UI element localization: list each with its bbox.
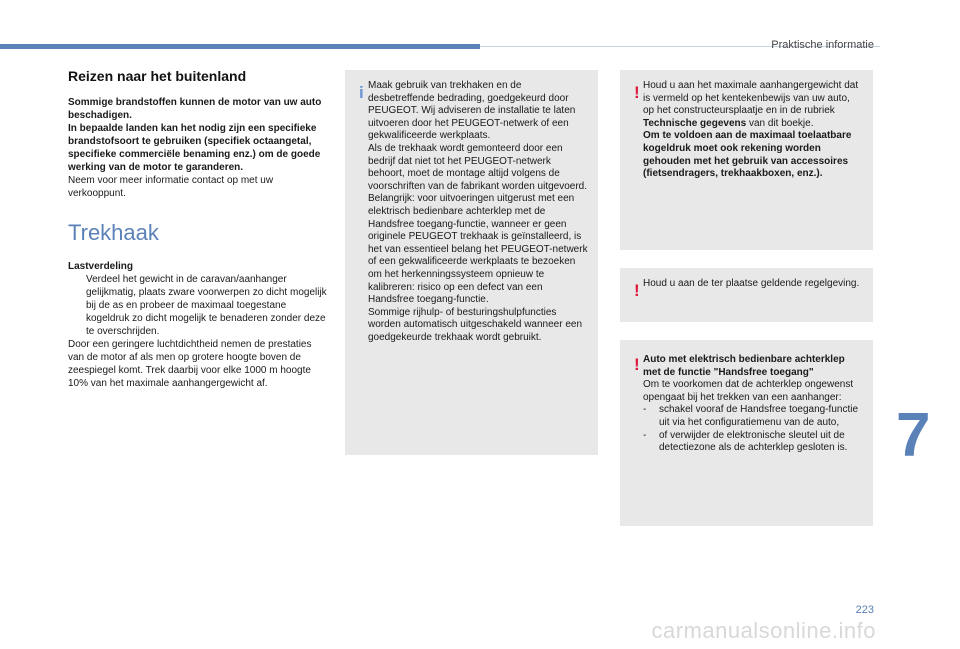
info-paragraph-3: Belangrijk: voor uitvoeringen uitgerust met een elektrisch bedienbare achterklep met de Handsfree toegang-functie, wanneer er geen originele PEUGEOT trekhaak is geïnstalleerd, is het van essentieel belang het PEUGEOT-netwerk of een gekwalificeerde werkplaats te bezoeken om het herkenningssysteem opnieuw te kalibreren: risico op een defect van een Handsfree toegang-functie. bbox=[368, 193, 588, 306]
list-item-text: of verwijder de elektronische sleutel uit de detectiezone als de achterklep gesloten is. bbox=[659, 429, 848, 454]
warning-box-body: Houd u aan de ter plaatse geldende regelgeving. bbox=[643, 278, 860, 289]
info-paragraph-1: Maak gebruik van trekhaken en de desbetreffende bedrading, goedgekeurd door PEUGEOT. Wij adviseren de installatie te laten uitvoeren door het PEUGEOT-netwerk of een gekwalificeerde werkplaats. bbox=[368, 80, 576, 142]
fuel-warning-1: Sommige brandstoffen kunnen de motor van uw auto beschadigen. bbox=[68, 97, 322, 121]
warning-text-part: van dit boekje. bbox=[746, 117, 814, 129]
dash-mark: - bbox=[643, 404, 647, 416]
altitude-info: Door een geringere luchtdichtheid nemen de prestaties van de motor af als men op grotere hoogte boven de zeespiegel komt. Trek daarbij voor elke 1000 m hoogte 10% van het maximale aanhangergewicht af. bbox=[68, 339, 312, 389]
warning-title-part: Auto met elektrisch bedienbare achterklep met de functie " bbox=[643, 354, 845, 378]
info-paragraph-2: Als de trekhaak wordt gemonteerd door een bedrijf dat niet tot het PEUGEOT-netwerk behoort, moet de montage altijd volgens de voorschriften van de fabrikant worden uitgevoerd. bbox=[368, 142, 588, 192]
list-item bbox=[643, 430, 863, 455]
warning-box-local-rules bbox=[620, 268, 873, 322]
warning-box-trailer-weight bbox=[620, 70, 873, 250]
list-item-text: schakel vooraf de Handsfree toegang-functie uit via het configuratiemenu van de auto, bbox=[659, 404, 859, 428]
handsfree-function-name: Handsfree toegang bbox=[718, 366, 809, 378]
info-paragraph-4: Sommige rijhulp- of besturingshulpfuncties worden automatisch uitgeschakeld wanneer een goedgekeurde trekhaak wordt gebruikt. bbox=[368, 306, 583, 343]
list-item bbox=[643, 404, 863, 429]
heading-travel-abroad: Reizen naar het buitenland bbox=[68, 68, 247, 84]
left-column bbox=[68, 68, 330, 390]
warning-box-body bbox=[643, 354, 863, 455]
warning-icon: ! bbox=[634, 83, 640, 102]
technical-data-ref: Technische gegevens bbox=[643, 117, 747, 129]
section-label: Praktische informatie bbox=[771, 39, 874, 51]
fuel-info: Neem voor meer informatie contact op met uw verkooppunt. bbox=[68, 175, 274, 199]
warning-title bbox=[643, 354, 863, 379]
subheading-load-distribution: Lastverdeling bbox=[68, 261, 134, 272]
info-box bbox=[345, 70, 598, 455]
bullet-icon bbox=[68, 273, 86, 338]
chapter-number: 7 bbox=[896, 401, 931, 470]
warning-bold-text: Om te voldoen aan de maximaal toelaatbare kogeldruk moet ook rekening worden gehouden met het gebruik van accessoires (fietsendragers, trekhaakboxen, enz.). bbox=[643, 130, 852, 180]
watermark: carmanualsonline.info bbox=[651, 618, 876, 643]
warning-text: Om te voorkomen dat de achterklep ongewenst opengaat bij het trekken van een aanhanger: bbox=[643, 379, 854, 403]
list-item bbox=[68, 273, 330, 338]
dash-mark: - bbox=[643, 429, 647, 441]
warning-icon: ! bbox=[634, 355, 640, 374]
info-icon: i bbox=[359, 83, 364, 102]
bullet-text: Verdeel het gewicht in de caravan/aanhanger gelijkmatig, plaats zware voorwerpen zo dicht mogelijk bij de as en probeer de maximaal toegestane kogeldruk zo dicht mogelijk te benaderen zonder deze te overschrijden. bbox=[86, 274, 327, 337]
section-title-towbar: Trekhaak bbox=[68, 220, 159, 245]
warning-text-part: Houd u aan het maximale aanhangergewicht dat is vermeld op het kentekenbewijs van uw auto, op het constructeursplaatje en in de rubriek bbox=[643, 80, 859, 117]
warning-icon: ! bbox=[634, 281, 640, 300]
warning-title-part: " bbox=[808, 366, 814, 378]
warning-text bbox=[643, 80, 863, 130]
warning-box-body bbox=[643, 80, 863, 181]
fuel-warning-2: In bepaalde landen kan het nodig zijn een specifieke brandstofsoort te gebruiken (specifiek octaangetal, specifieke commerciële benaming enz.) om de goede werking van de motor te garanderen. bbox=[68, 123, 321, 173]
header-accent-bar bbox=[0, 44, 480, 49]
warning-box-handsfree bbox=[620, 340, 873, 526]
page-number: 223 bbox=[855, 604, 874, 616]
info-box-body bbox=[368, 80, 588, 344]
